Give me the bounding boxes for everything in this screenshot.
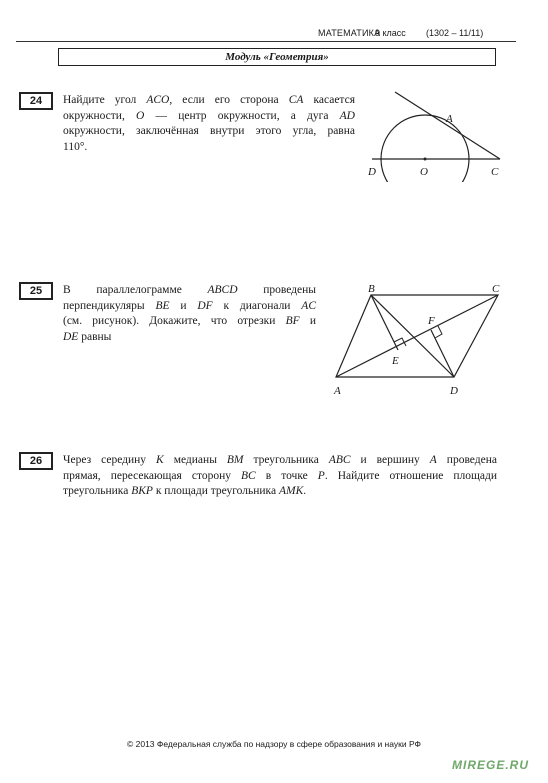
task-number-26: 26 bbox=[19, 452, 53, 470]
diagonal-AC bbox=[336, 295, 498, 377]
label-D: D bbox=[450, 385, 458, 397]
task-text-25 bbox=[63, 283, 316, 345]
center-point bbox=[424, 158, 427, 161]
math-symbol: DE bbox=[63, 330, 79, 343]
math-symbol: ABC bbox=[328, 454, 351, 466]
parallelogram-figure bbox=[328, 282, 508, 400]
math-symbol: BE bbox=[155, 299, 170, 312]
label-C: C bbox=[491, 166, 499, 178]
header-subject: МАТЕМАТИКА bbox=[318, 28, 381, 38]
label-E: E bbox=[392, 355, 399, 367]
module-title-box bbox=[58, 48, 496, 66]
perpendicular-DF bbox=[431, 330, 454, 377]
task-line: (см. рисунок). Докажите, что отрезки BF и bbox=[63, 315, 316, 327]
module-title: Модуль «Геометрия» bbox=[225, 51, 329, 63]
math-symbol: AMK bbox=[278, 485, 304, 497]
right-angle-mark-F bbox=[435, 326, 442, 338]
math-symbol: BM bbox=[226, 454, 244, 466]
math-symbol: BF bbox=[285, 315, 300, 327]
watermark-logo: MIREGE.RU bbox=[452, 758, 530, 772]
task-line: 110°. bbox=[63, 140, 88, 153]
task-number-24: 24 bbox=[19, 92, 53, 110]
math-symbol: CA bbox=[288, 94, 304, 106]
task-line: Найдите угол ACO, если его сторона CA касается bbox=[63, 94, 355, 106]
math-symbol: ACO bbox=[146, 94, 170, 106]
task-line: треугольника BKP к площади треугольника AMK. bbox=[63, 485, 307, 497]
header-code: (1302 – 11/11) bbox=[426, 28, 484, 38]
label-A: A bbox=[446, 113, 453, 125]
task-line: прямая, пересекающая сторону BC в точке P. Найдите отношение площади bbox=[63, 469, 497, 482]
circle-tangent-figure bbox=[360, 82, 520, 182]
math-symbol: P bbox=[317, 469, 325, 482]
math-symbol: A bbox=[429, 454, 437, 466]
header-divider bbox=[16, 41, 516, 42]
math-symbol: AD bbox=[339, 109, 355, 122]
label-B: B bbox=[368, 283, 375, 295]
math-symbol: DF bbox=[197, 299, 213, 312]
task-line: Через середину K медианы BM треугольника ABC и вершину A проведена bbox=[63, 454, 497, 466]
math-symbol: BC bbox=[241, 469, 256, 482]
task-line: перпендикуляры BE и DF к диагонали AC bbox=[63, 299, 316, 312]
task-line: В параллелограмме ABCD проведены bbox=[63, 284, 316, 296]
label-D: D bbox=[368, 166, 376, 178]
label-O: O bbox=[420, 166, 428, 178]
footer-copyright: © 2013 Федеральная служба по надзору в сфере образования и науки РФ bbox=[126, 739, 421, 749]
task-text-26 bbox=[63, 453, 497, 500]
tangent-line bbox=[395, 92, 500, 159]
math-symbol: AC bbox=[301, 299, 316, 312]
task-line: DE равны bbox=[63, 330, 112, 343]
task-text-24 bbox=[63, 93, 355, 155]
label-C: C bbox=[492, 283, 500, 295]
task-line: окружности, заключённая внутри этого угла, равна bbox=[63, 125, 355, 137]
label-A: A bbox=[334, 385, 341, 397]
diagonal-BD bbox=[371, 295, 454, 377]
math-symbol: ABCD bbox=[207, 284, 238, 296]
header-grade: 9 класс bbox=[375, 28, 406, 38]
task-number-25: 25 bbox=[19, 282, 53, 300]
task-line: окружности, O — центр окружности, а дуга AD bbox=[63, 109, 355, 122]
math-symbol: K bbox=[156, 454, 164, 466]
math-symbol: O bbox=[136, 109, 145, 122]
label-F: F bbox=[428, 315, 435, 327]
math-symbol: BKP bbox=[131, 485, 153, 497]
